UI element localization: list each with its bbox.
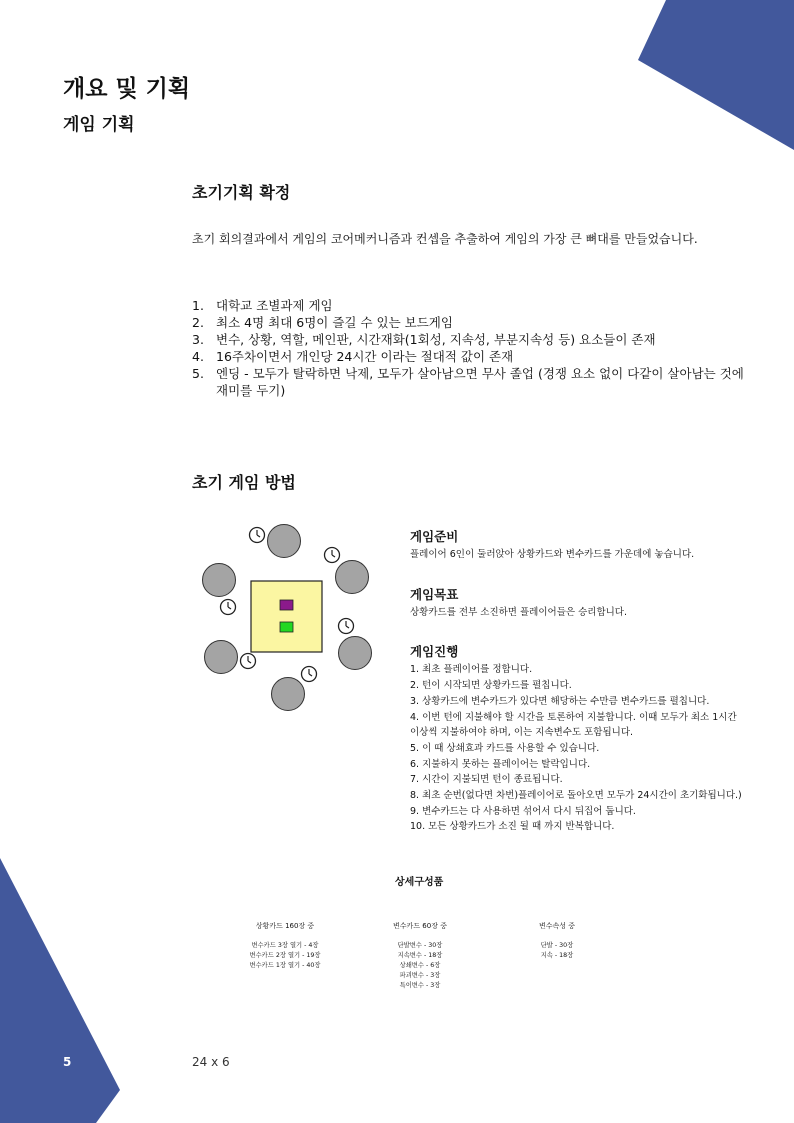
components-column-variable: [350, 921, 490, 991]
footer-note: 24 x 6: [192, 1055, 230, 1069]
list-text: 최소 4명 최대 6명이 즐길 수 있는 보드게임: [216, 315, 453, 330]
list-item: 단발 - 30장: [540, 942, 574, 949]
list-item: [192, 297, 752, 314]
player-token: [205, 641, 238, 674]
game-rules: [410, 527, 745, 835]
list-item: 변수카드 1장 열기 - 40장: [249, 962, 321, 969]
list-number: 2.: [192, 315, 204, 330]
clock-icon: [325, 548, 340, 563]
list-item: 파괴변수 - 3장: [399, 972, 441, 979]
board-diagram: [195, 518, 380, 718]
list-item: [192, 365, 752, 399]
variable-card: [280, 622, 293, 632]
prep-text: 플레이어 6인이 둘러앉아 상황카드와 변수카드를 가운데에 놓습니다.: [410, 549, 695, 560]
list-text: 엔딩 - 모두가 탈락하면 낙제, 모두가 살아남으면 무사 졸업 (경쟁 요소 없이 다같이 살아남는 것에 재미를 두기): [216, 366, 744, 398]
goal-text: 상황카드를 전부 소진하면 플레이어들은 승리합니다.: [410, 606, 627, 618]
list-item: 4. 이번 턴에 지불해야 할 시간을 토론하여 지불합니다. 이때 모두가 최소 1시간 이상씩 지불하여야 하며, 이는 지속변수도 포함됩니다.: [410, 711, 737, 739]
list-item: 상쇄변수 - 6장: [399, 962, 441, 969]
list-number: 4.: [192, 349, 204, 364]
list-text: 대학교 조별과제 게임: [216, 298, 333, 313]
progress-title: 게임진행: [410, 644, 459, 660]
section-heading-game-method: 초기 게임 방법: [192, 473, 296, 492]
prep-title: 게임준비: [410, 529, 459, 544]
list-number: 1.: [192, 298, 204, 313]
list-item: 지속변수 - 18장: [397, 952, 443, 959]
list-item: 9. 변수카드는 다 사용하면 섞어서 다시 뒤집어 둡니다.: [410, 805, 636, 817]
components-column-situation: [215, 921, 355, 971]
clock-icon: [302, 667, 317, 682]
clock-icon: [339, 619, 354, 634]
list-item: 7. 시간이 지불되면 턴이 종료됩니다.: [410, 774, 563, 786]
list-item: 단발변수 - 30장: [397, 942, 443, 949]
list-item: [192, 331, 752, 348]
column-head: 변수속성 중: [538, 922, 576, 930]
player-token: [336, 561, 369, 594]
page-subtitle: 게임 기획: [63, 115, 135, 135]
list-item: 변수카드 2장 열기 - 19장: [249, 952, 321, 959]
list-item: 10. 모든 상황카드가 소진 될 때 까지 반복합니다.: [410, 821, 615, 833]
clock-icon: [221, 600, 236, 615]
page-number: 5: [63, 1055, 72, 1069]
player-token: [203, 564, 236, 597]
list-item: 1. 최초 플레이어를 정합니다.: [410, 664, 533, 676]
list-item: 2. 턴이 시작되면 상황카드를 펼칩니다.: [410, 680, 572, 692]
list-item: 지속 - 18장: [540, 952, 574, 959]
clock-icon: [241, 654, 256, 669]
player-token: [268, 525, 301, 558]
list-text: 변수, 상황, 역할, 메인판, 시간재화(1회성, 지속성, 부분지속성 등) 요소들이 존재: [216, 332, 656, 347]
player-token: [339, 637, 372, 670]
column-head: 상황카드 160장 중: [255, 922, 315, 930]
clock-icon: [250, 528, 265, 543]
plan-list: [192, 297, 752, 399]
player-token: [272, 678, 305, 711]
game-board: [251, 581, 322, 652]
list-item: 6. 지불하지 못하는 플레이어는 탈락입니다.: [410, 758, 591, 770]
list-text: 16주차이면서 개인당 24시간 이라는 절대적 값이 존재: [216, 349, 514, 364]
components-title: 상세구성품: [395, 877, 444, 888]
intro-text: 초기 회의결과에서 게임의 코어메커니즘과 컨셉을 추출하여 게임의 가장 큰 뼈대를 만들었습니다.: [192, 232, 698, 246]
top-right-triangle: [638, 0, 794, 150]
list-item: 8. 최초 순번(없다면 차번)플레이어로 돌아오면 모두가 24시간이 초기화됩니다.): [410, 790, 742, 802]
goal-title: 게임목표: [410, 586, 459, 602]
list-item: [192, 348, 752, 365]
list-item: 변수카드 3장 열기 - 4장: [251, 942, 319, 949]
progress-steps: [410, 662, 745, 835]
column-head: 변수카드 60장 중: [393, 922, 447, 930]
list-item: [192, 314, 752, 331]
list-number: 3.: [192, 332, 204, 347]
components-column-attribute: [487, 921, 627, 961]
list-item: 5. 이 때 상쇄효과 카드를 사용할 수 있습니다.: [410, 742, 600, 754]
list-item: 3. 상황카드에 변수카드가 있다면 해당하는 수만큼 변수카드를 펼칩니다.: [410, 695, 710, 707]
list-number: 5.: [192, 366, 204, 381]
situation-card: [280, 600, 293, 610]
list-item: 특이변수 - 3장: [399, 982, 441, 989]
bottom-left-triangle: [0, 858, 120, 1123]
section-heading-initial-plan: 초기기획 확정: [192, 183, 291, 202]
page-title: 개요 및 기획: [63, 76, 191, 102]
